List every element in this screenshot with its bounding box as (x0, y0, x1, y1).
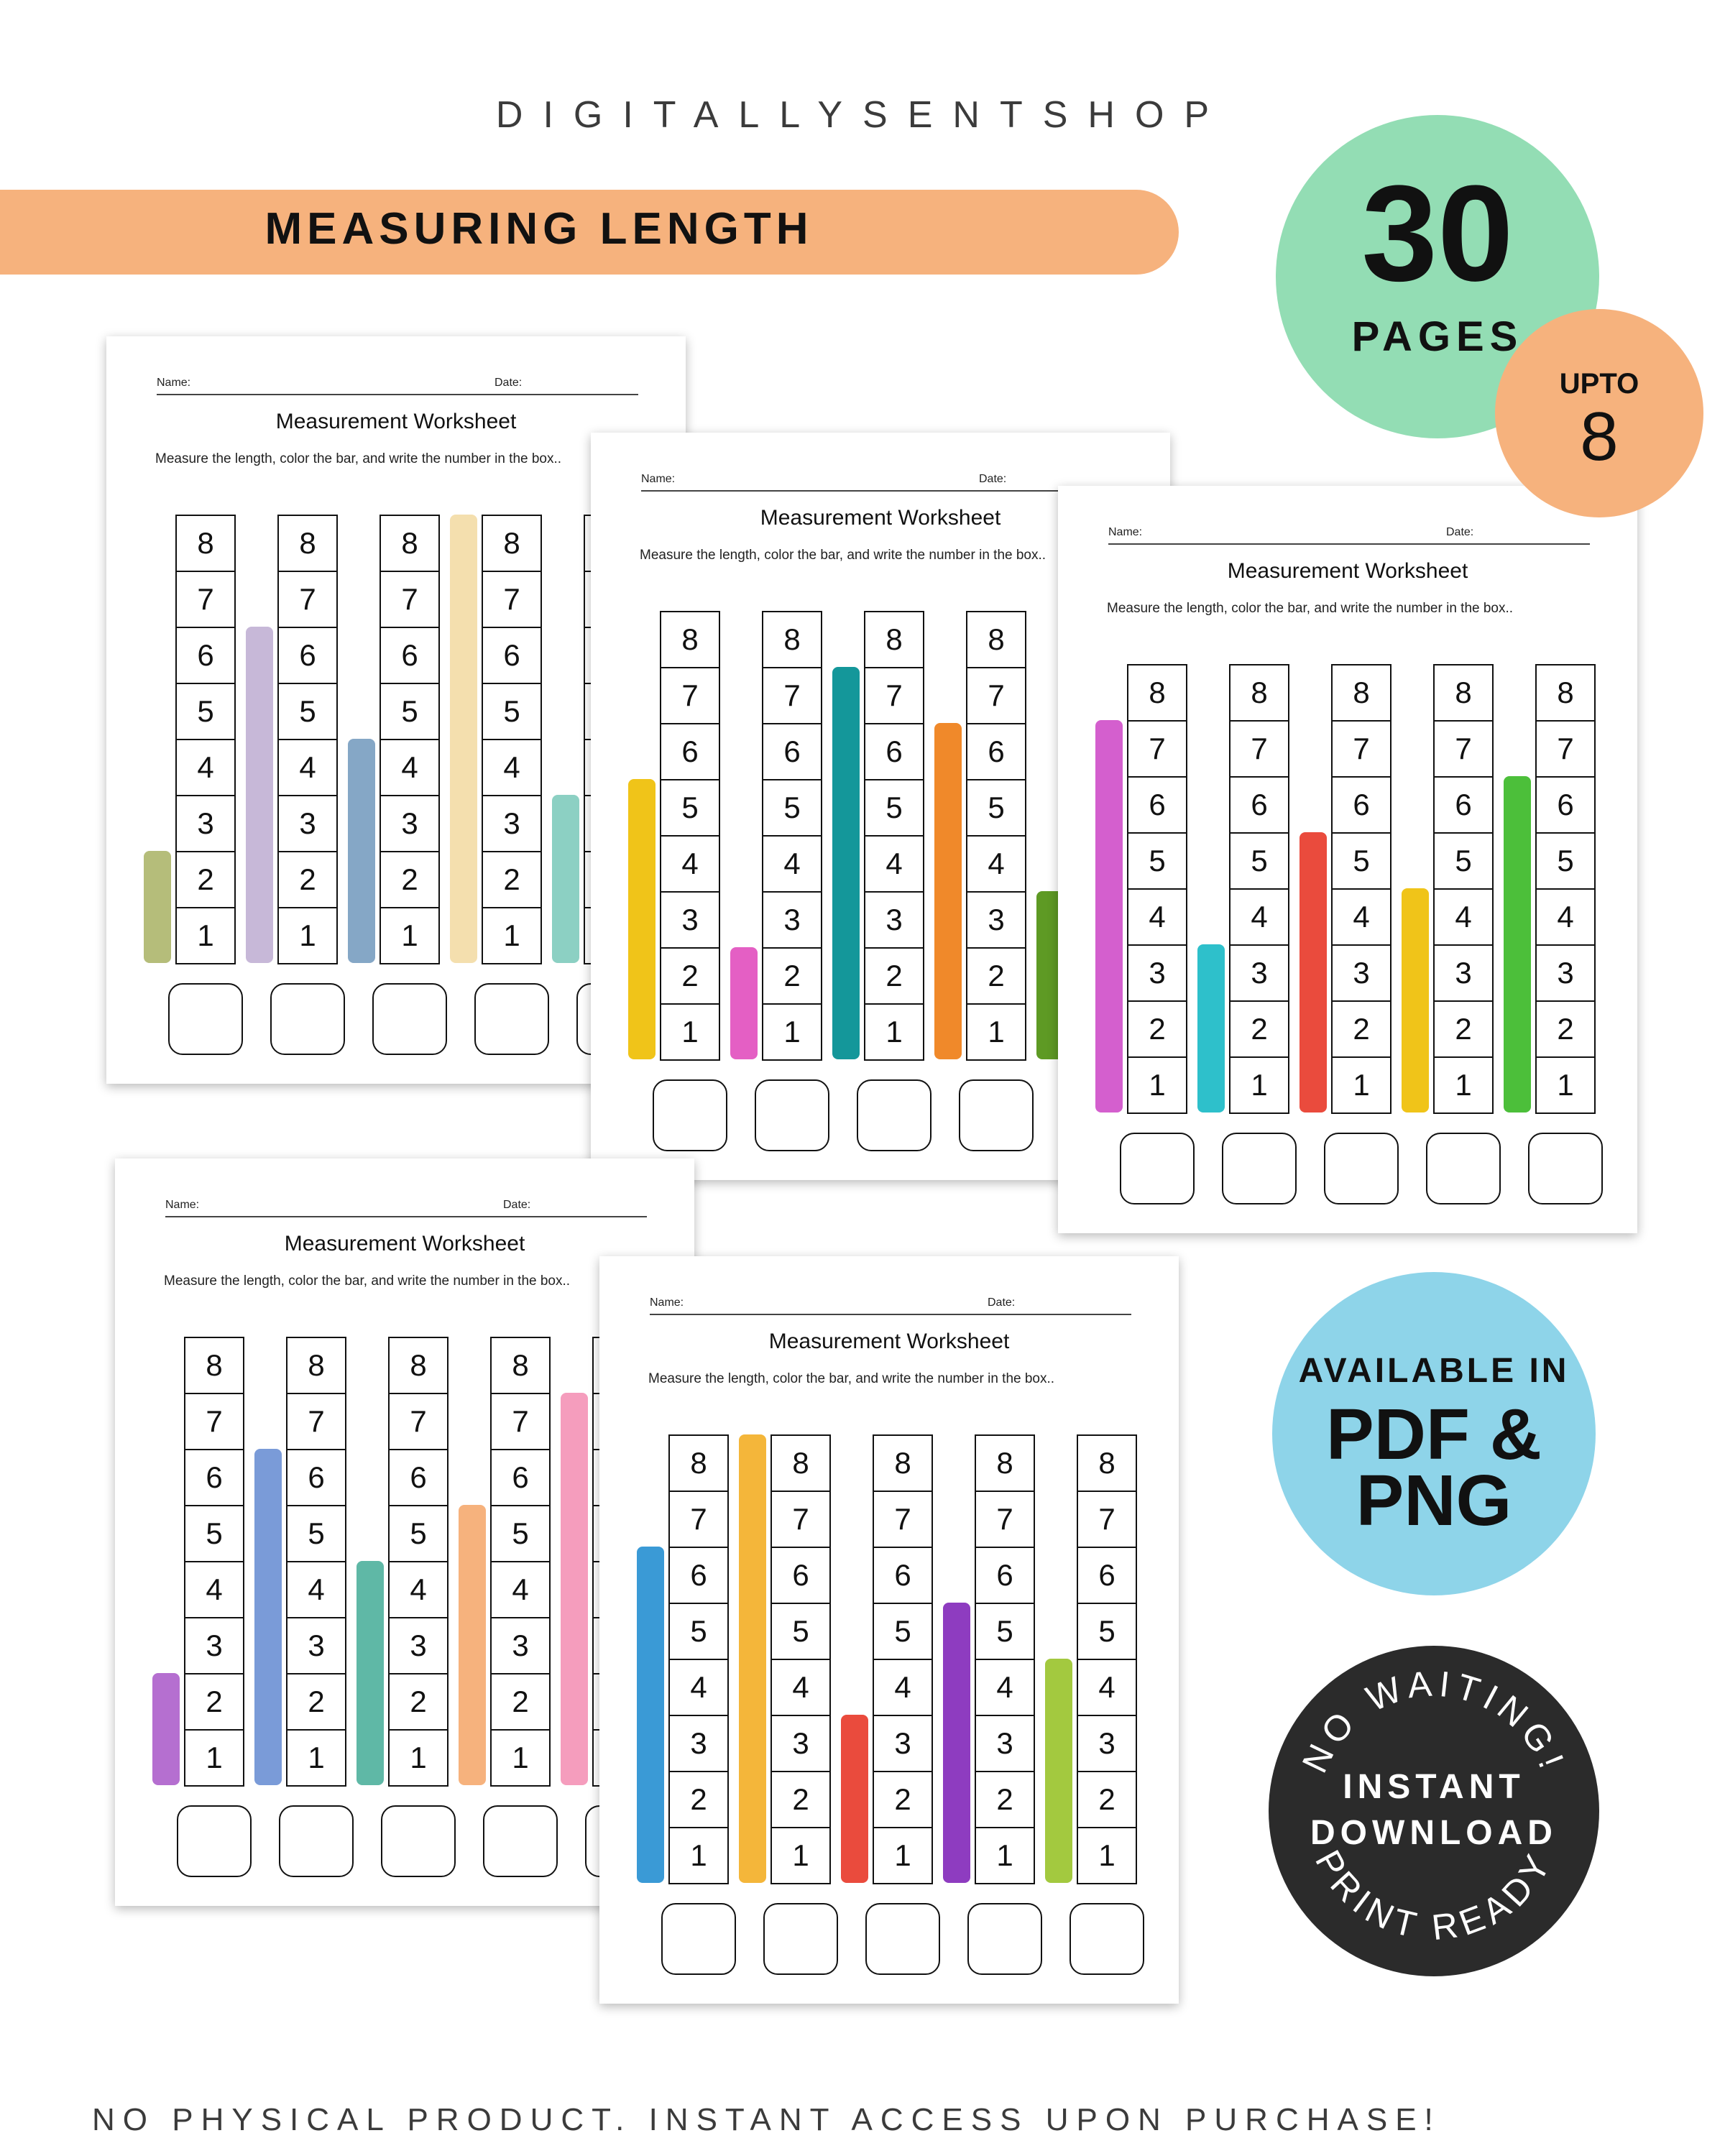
worksheet-title: Measurement Worksheet (275, 410, 517, 433)
ruler-cell: 2 (975, 1772, 1035, 1828)
ruler-cell: 5 (277, 684, 338, 740)
ruler-cell: 7 (482, 572, 542, 628)
worksheet-title: Measurement Worksheet (768, 1330, 1010, 1353)
length-bar (1402, 888, 1429, 1112)
ruler-cell: 3 (380, 796, 440, 852)
ruler-cell: 3 (388, 1618, 448, 1674)
ruler-cell: 8 (1535, 664, 1596, 722)
answer-box (959, 1079, 1034, 1151)
ruler-cell: 4 (966, 837, 1026, 893)
ruler-cell: 6 (184, 1450, 244, 1506)
ruler-cell: 1 (1127, 1058, 1187, 1114)
ruler-cell: 3 (286, 1618, 346, 1674)
ruler-cell: 2 (660, 949, 720, 1005)
ruler-cell: 7 (1331, 722, 1392, 778)
length-bar (561, 1393, 588, 1785)
ruler-cell: 5 (1077, 1604, 1137, 1660)
answer-box (755, 1079, 829, 1151)
ruler-cell: 4 (1331, 890, 1392, 946)
ruler-cell: 3 (975, 1716, 1035, 1772)
answer-box (1426, 1133, 1501, 1204)
ruler-column (175, 515, 234, 964)
ruler-cell: 4 (864, 837, 924, 893)
ruler-cell: 3 (1535, 946, 1596, 1002)
ruler-cell: 1 (175, 908, 236, 964)
answer-box (653, 1079, 727, 1151)
length-bar (943, 1603, 970, 1883)
answer-box (381, 1805, 456, 1877)
ruler-cell: 2 (380, 852, 440, 908)
ruler-cell: 7 (286, 1394, 346, 1450)
ruler-cell: 7 (1535, 722, 1596, 778)
ruler-cell: 6 (482, 628, 542, 684)
worksheet-title: Measurement Worksheet (760, 506, 1001, 530)
ruler-cell: 8 (277, 515, 338, 572)
ruler-column (380, 515, 438, 964)
ruler-column (873, 1434, 932, 1884)
ruler-cell: 4 (482, 740, 542, 796)
ruler-cell: 7 (864, 668, 924, 724)
ruler-cell: 2 (184, 1674, 244, 1731)
length-bar (730, 947, 758, 1059)
ruler-cell: 8 (380, 515, 440, 572)
ruler-cell: 1 (770, 1828, 831, 1884)
no-waiting-text: NO WAITING! (1294, 1662, 1574, 1779)
ruler-cell: 1 (1077, 1828, 1137, 1884)
ruler-cell: 1 (1535, 1058, 1596, 1114)
ruler-cell: 4 (1127, 890, 1187, 946)
ruler-cell: 3 (762, 893, 822, 949)
answer-box (168, 983, 243, 1055)
ruler-cell: 4 (184, 1562, 244, 1618)
ruler-cell: 8 (1229, 664, 1289, 722)
pages-label: PAGES (1351, 313, 1524, 360)
ruler-cell: 6 (864, 724, 924, 780)
format-line-1: PDF & (1326, 1394, 1542, 1475)
length-bar (739, 1434, 766, 1883)
ruler-cell: 5 (1331, 834, 1392, 890)
worksheet-instructions: Measure the length, color the bar, and write the number in the box.. (648, 1371, 1055, 1386)
worksheet-instructions: Measure the length, color the bar, and write the number in the box.. (155, 451, 562, 466)
ruler-cell: 5 (388, 1506, 448, 1562)
worksheet-instructions: Measure the length, color the bar, and write the number in the box.. (164, 1273, 571, 1289)
ruler-cell: 8 (184, 1337, 244, 1394)
ruler-column (277, 515, 336, 964)
ruler-cell: 5 (975, 1604, 1035, 1660)
ruler-cell: 3 (668, 1716, 729, 1772)
name-label: Name: (165, 1199, 200, 1211)
ruler-column (1229, 664, 1288, 1114)
ruler-cell: 8 (1433, 664, 1494, 722)
ruler-cell: 2 (966, 949, 1026, 1005)
ruler-cell: 7 (873, 1492, 933, 1548)
format-badge (1272, 1272, 1596, 1595)
ruler-cell: 6 (873, 1548, 933, 1604)
ruler-cell: 8 (966, 611, 1026, 668)
ruler-cell: 4 (1077, 1660, 1137, 1716)
instant-download-badge (1269, 1646, 1599, 1976)
ruler-cell: 1 (277, 908, 338, 964)
ruler-column (286, 1337, 345, 1787)
ruler-cell: 8 (490, 1337, 551, 1394)
ruler-cell: 3 (873, 1716, 933, 1772)
ruler-cell: 4 (660, 837, 720, 893)
ruler-cell: 4 (975, 1660, 1035, 1716)
ruler-column (770, 1434, 829, 1884)
ruler-cell: 2 (490, 1674, 551, 1731)
ruler-cell: 4 (1535, 890, 1596, 946)
worksheet-title: Measurement Worksheet (1227, 559, 1468, 583)
ruler-cell: 1 (482, 908, 542, 964)
ruler-cell: 3 (184, 1618, 244, 1674)
ruler-column (1433, 664, 1492, 1114)
ruler-cell: 1 (762, 1005, 822, 1061)
ruler-cell: 5 (660, 780, 720, 837)
name-label: Name: (1108, 526, 1143, 538)
ruler-column (1331, 664, 1390, 1114)
ruler-cell: 7 (1127, 722, 1187, 778)
ruler-column (975, 1434, 1034, 1884)
name-date-line (641, 490, 1123, 492)
ruler-cell: 2 (1433, 1002, 1494, 1058)
ruler-cell: 8 (482, 515, 542, 572)
answer-box (1222, 1133, 1297, 1204)
answer-box (865, 1903, 940, 1975)
ruler-cell: 3 (175, 796, 236, 852)
ruler-cell: 6 (286, 1450, 346, 1506)
ruler-cell: 5 (175, 684, 236, 740)
ruler-cell: 7 (1229, 722, 1289, 778)
ruler-column (1077, 1434, 1136, 1884)
ruler-cell: 3 (490, 1618, 551, 1674)
ruler-cell: 7 (660, 668, 720, 724)
length-bar (1504, 776, 1531, 1112)
ruler-cell: 5 (482, 684, 542, 740)
ruler-cell: 6 (770, 1548, 831, 1604)
ruler-cell: 5 (1127, 834, 1187, 890)
ruler-cell: 1 (873, 1828, 933, 1884)
ruler-cell: 2 (175, 852, 236, 908)
ruler-column (184, 1337, 243, 1787)
ruler-cell: 4 (770, 1660, 831, 1716)
ruler-cell: 8 (1127, 664, 1187, 722)
ruler-cell: 2 (1535, 1002, 1596, 1058)
ruler-cell: 5 (184, 1506, 244, 1562)
name-label: Name: (157, 377, 191, 389)
worksheet-title: Measurement Worksheet (284, 1232, 525, 1256)
ruler-cell: 4 (380, 740, 440, 796)
answer-box (177, 1805, 252, 1877)
length-bar (356, 1561, 384, 1785)
ruler-cell: 2 (1077, 1772, 1137, 1828)
ruler-cell: 1 (388, 1731, 448, 1787)
length-bar (934, 723, 962, 1059)
answer-box (1324, 1133, 1399, 1204)
ruler-cell: 1 (864, 1005, 924, 1061)
answer-box (474, 983, 549, 1055)
ruler-cell: 8 (762, 611, 822, 668)
worksheet-preview (1058, 486, 1637, 1233)
ruler-cell: 6 (490, 1450, 551, 1506)
ruler-cell: 4 (277, 740, 338, 796)
ruler-column (660, 611, 719, 1061)
ruler-cell: 2 (482, 852, 542, 908)
worksheet-instructions: Measure the length, color the bar, and write the number in the box.. (1107, 601, 1514, 616)
length-bar (144, 851, 171, 963)
ruler-cell: 4 (388, 1562, 448, 1618)
ruler-cell: 3 (1433, 946, 1494, 1002)
ruler-cell: 1 (668, 1828, 729, 1884)
ruler-cell: 1 (184, 1731, 244, 1787)
ruler-cell: 6 (1127, 778, 1187, 834)
ruler-cell: 2 (770, 1772, 831, 1828)
date-label: Date: (494, 377, 523, 389)
name-date-line (165, 1216, 647, 1217)
upto-badge (1495, 309, 1703, 517)
ruler-cell: 1 (1433, 1058, 1494, 1114)
length-bar (246, 627, 273, 963)
ruler-column (482, 515, 540, 964)
ruler-cell: 7 (490, 1394, 551, 1450)
ruler-cell: 8 (660, 611, 720, 668)
length-bar (628, 779, 656, 1059)
ruler-column (388, 1337, 447, 1787)
length-bar (1045, 1659, 1072, 1883)
ruler-cell: 7 (184, 1394, 244, 1450)
ruler-cell: 8 (388, 1337, 448, 1394)
ruler-cell: 1 (286, 1731, 346, 1787)
length-bar (832, 667, 860, 1059)
ruler-cell: 3 (966, 893, 1026, 949)
ruler-cell: 7 (388, 1394, 448, 1450)
ruler-cell: 6 (762, 724, 822, 780)
length-bar (450, 515, 477, 963)
ruler-cell: 5 (762, 780, 822, 837)
ruler-cell: 7 (1077, 1492, 1137, 1548)
answer-box (483, 1805, 558, 1877)
ruler-cell: 2 (762, 949, 822, 1005)
length-bar (1300, 832, 1327, 1112)
ruler-cell: 1 (1229, 1058, 1289, 1114)
ruler-column (668, 1434, 727, 1884)
ruler-cell: 4 (873, 1660, 933, 1716)
ruler-cell: 6 (1331, 778, 1392, 834)
name-date-line (650, 1314, 1131, 1315)
ruler-cell: 2 (864, 949, 924, 1005)
ruler-cell: 4 (286, 1562, 346, 1618)
worksheet-preview (599, 1256, 1179, 2004)
length-bar (152, 1673, 180, 1785)
length-bar (637, 1547, 664, 1883)
name-date-line (157, 394, 638, 395)
ruler-cell: 1 (1331, 1058, 1392, 1114)
format-line-2: PNG (1356, 1460, 1512, 1541)
ruler-cell: 7 (668, 1492, 729, 1548)
ruler-column (864, 611, 923, 1061)
ruler-cell: 8 (770, 1434, 831, 1492)
ruler-cell: 5 (1535, 834, 1596, 890)
ruler-cell: 7 (770, 1492, 831, 1548)
ruler-cell: 3 (1331, 946, 1392, 1002)
ruler-cell: 8 (975, 1434, 1035, 1492)
length-bar (552, 795, 579, 963)
ruler-cell: 6 (175, 628, 236, 684)
ruler-cell: 7 (966, 668, 1026, 724)
ruler-cell: 7 (762, 668, 822, 724)
ruler-column (762, 611, 821, 1061)
ruler-cell: 5 (286, 1506, 346, 1562)
ruler-cell: 2 (277, 852, 338, 908)
ruler-column (966, 611, 1025, 1061)
print-ready-text: PRINT READY (1307, 1843, 1560, 1948)
format-types (1272, 1394, 1596, 1541)
ruler-cell: 5 (873, 1604, 933, 1660)
ruler-cell: 5 (864, 780, 924, 837)
length-bar (254, 1449, 282, 1785)
ruler-cell: 6 (380, 628, 440, 684)
ruler-cell: 1 (660, 1005, 720, 1061)
answer-box (372, 983, 447, 1055)
ruler-cell: 1 (975, 1828, 1035, 1884)
ruler-cell: 5 (668, 1604, 729, 1660)
ruler-cell: 4 (762, 837, 822, 893)
ruler-cell: 3 (482, 796, 542, 852)
ruler-cell: 8 (1331, 664, 1392, 722)
ruler-cell: 6 (1077, 1548, 1137, 1604)
ruler-cell: 8 (873, 1434, 933, 1492)
footer-note: NO PHYSICAL PRODUCT. INSTANT ACCESS UPON PURCHASE! (92, 2102, 1441, 2137)
ruler-cell: 1 (380, 908, 440, 964)
ruler-cell: 8 (286, 1337, 346, 1394)
download-badge-graphic (1269, 1646, 1599, 1976)
ruler-cell: 7 (975, 1492, 1035, 1548)
date-label: Date: (503, 1199, 531, 1211)
ruler-cell: 6 (1535, 778, 1596, 834)
ruler-cell: 1 (966, 1005, 1026, 1061)
ruler-cell: 6 (1229, 778, 1289, 834)
svg-text:NO WAITING! (1294, 1663, 1574, 1779)
length-bar (1197, 944, 1225, 1112)
ruler-cell: 3 (864, 893, 924, 949)
answer-box (1120, 1133, 1195, 1204)
answer-box (279, 1805, 354, 1877)
ruler-cell: 6 (388, 1450, 448, 1506)
download-text: DOWNLOAD (1310, 1814, 1558, 1852)
name-label: Name: (650, 1296, 684, 1309)
ruler-cell: 2 (1127, 1002, 1187, 1058)
answer-box (857, 1079, 932, 1151)
format-available-label: AVAILABLE IN (1298, 1352, 1570, 1390)
answer-box (661, 1903, 736, 1975)
pages-count: 30 (1361, 157, 1514, 310)
ruler-cell: 4 (490, 1562, 551, 1618)
ruler-cell: 2 (388, 1674, 448, 1731)
ruler-cell: 7 (380, 572, 440, 628)
ruler-cell: 5 (1433, 834, 1494, 890)
answer-box (270, 983, 345, 1055)
ruler-cell: 4 (1229, 890, 1289, 946)
ruler-cell: 3 (277, 796, 338, 852)
ruler-cell: 5 (770, 1604, 831, 1660)
ruler-cell: 7 (1433, 722, 1494, 778)
ruler-cell: 8 (1077, 1434, 1137, 1492)
svg-text:PRINT READY (1307, 1843, 1560, 1948)
ruler-cell: 3 (660, 893, 720, 949)
ruler-cell: 3 (770, 1716, 831, 1772)
answer-box (1070, 1903, 1144, 1975)
answer-box (1528, 1133, 1603, 1204)
ruler-cell: 6 (966, 724, 1026, 780)
name-date-line (1108, 543, 1590, 545)
ruler-cell: 6 (975, 1548, 1035, 1604)
ruler-cell: 2 (1331, 1002, 1392, 1058)
ruler-cell: 3 (1229, 946, 1289, 1002)
ruler-cell: 8 (175, 515, 236, 572)
ruler-cell: 1 (490, 1731, 551, 1787)
upto-number: 8 (1580, 398, 1619, 475)
length-bar (1095, 720, 1123, 1112)
ruler-cell: 3 (1077, 1716, 1137, 1772)
length-bar (841, 1715, 868, 1883)
ruler-cell: 4 (1433, 890, 1494, 946)
date-label: Date: (979, 473, 1007, 485)
length-bar (459, 1505, 486, 1785)
upto-label: UPTO (1559, 368, 1639, 400)
ruler-cell: 2 (286, 1674, 346, 1731)
ruler-cell: 5 (490, 1506, 551, 1562)
ruler-column (490, 1337, 549, 1787)
ruler-cell: 4 (175, 740, 236, 796)
ruler-cell: 6 (277, 628, 338, 684)
ruler-cell: 7 (277, 572, 338, 628)
ruler-cell: 7 (175, 572, 236, 628)
date-label: Date: (988, 1296, 1016, 1309)
instant-text: INSTANT (1343, 1768, 1525, 1806)
shop-name: DIGITALLYSENTSHOP (495, 94, 1230, 136)
ruler-cell: 8 (864, 611, 924, 668)
ruler-column (1127, 664, 1186, 1114)
name-label: Name: (641, 473, 676, 485)
ruler-cell: 2 (873, 1772, 933, 1828)
ruler-cell: 3 (1127, 946, 1187, 1002)
ruler-cell: 4 (668, 1660, 729, 1716)
ruler-cell: 5 (1229, 834, 1289, 890)
ruler-cell: 6 (1433, 778, 1494, 834)
ruler-cell: 5 (966, 780, 1026, 837)
ruler-cell: 5 (380, 684, 440, 740)
ruler-column (1535, 664, 1594, 1114)
product-title: MEASURING LENGTH (264, 204, 814, 254)
worksheet-instructions: Measure the length, color the bar, and write the number in the box.. (640, 548, 1046, 563)
ruler-cell: 2 (1229, 1002, 1289, 1058)
ruler-cell: 2 (668, 1772, 729, 1828)
length-bar (348, 739, 375, 963)
ruler-cell: 8 (668, 1434, 729, 1492)
date-label: Date: (1446, 526, 1474, 538)
answer-box (967, 1903, 1042, 1975)
ruler-cell: 6 (660, 724, 720, 780)
ruler-cell: 6 (668, 1548, 729, 1604)
answer-box (763, 1903, 838, 1975)
